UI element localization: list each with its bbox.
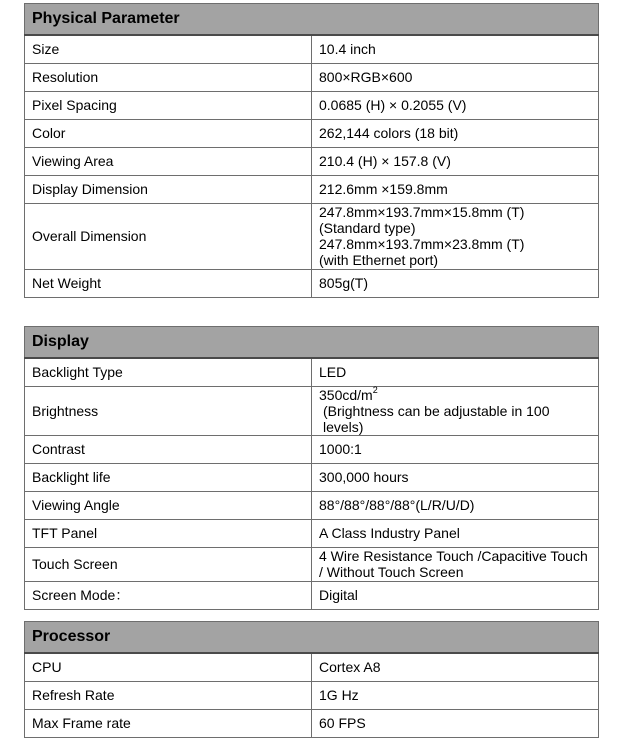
overall-dimension-line: 247.8mm×193.7mm×23.8mm (T) xyxy=(319,236,525,252)
refresh-rate-value: 1G Hz xyxy=(312,681,599,709)
viewing-area-value: 210.4 (H) × 157.8 (V) xyxy=(312,147,599,175)
screen-mode-label: Screen Mode： xyxy=(25,581,312,609)
contrast-value: 1000:1 xyxy=(312,435,599,463)
color-value: 262,144 colors (18 bit) xyxy=(312,119,599,147)
display-header: Display xyxy=(25,327,599,359)
brightness-superscript: 2 xyxy=(372,384,378,395)
backlight-life-label: Backlight life xyxy=(25,463,312,491)
tft-panel-value: A Class Industry Panel xyxy=(312,519,599,547)
cpu-value: Cortex A8 xyxy=(312,653,599,681)
physical-parameter-table xyxy=(24,3,599,298)
display-dimension-value: 212.6mm ×159.8mm xyxy=(312,175,599,203)
size-label: Size xyxy=(25,35,312,63)
overall-dimension-value xyxy=(312,203,599,269)
processor-table xyxy=(24,621,599,738)
net-weight-value: 805g(T) xyxy=(312,269,599,297)
backlight-life-value: 300,000 hours xyxy=(312,463,599,491)
touch-screen-line: / Without Touch Screen xyxy=(319,564,464,580)
brightness-main: 350cd/m xyxy=(319,386,373,403)
max-frame-rate-value: 60 FPS xyxy=(312,709,599,737)
brightness-note: (Brightness can be adjustable in 100 levels) xyxy=(323,402,550,435)
overall-dimension-line: 247.8mm×193.7mm×15.8mm (T) xyxy=(319,204,525,220)
physical-parameter-header: Physical Parameter xyxy=(25,4,599,36)
pixel-spacing-label: Pixel Spacing xyxy=(25,91,312,119)
resolution-label: Resolution xyxy=(25,63,312,91)
touch-screen-line: 4 Wire Resistance Touch /Capacitive Touch xyxy=(319,548,588,564)
refresh-rate-label: Refresh Rate xyxy=(25,681,312,709)
backlight-type-value: LED xyxy=(312,358,599,386)
viewing-angle-label: Viewing Angle xyxy=(25,491,312,519)
processor-header: Processor xyxy=(25,622,599,654)
viewing-area-label: Viewing Area xyxy=(25,147,312,175)
touch-screen-value xyxy=(312,547,599,581)
display-table xyxy=(24,326,599,610)
brightness-value xyxy=(312,386,599,435)
max-frame-rate-label: Max Frame rate xyxy=(25,709,312,737)
pixel-spacing-value: 0.0685 (H) × 0.2055 (V) xyxy=(312,91,599,119)
overall-dimension-line: (with Ethernet port) xyxy=(319,252,439,268)
touch-screen-label: Touch Screen xyxy=(25,547,312,581)
color-label: Color xyxy=(25,119,312,147)
viewing-angle-value: 88°/88°/88°/88°(L/R/U/D) xyxy=(312,491,599,519)
net-weight-label: Net Weight xyxy=(25,269,312,297)
brightness-label: Brightness xyxy=(25,386,312,435)
size-value: 10.4 inch xyxy=(312,35,599,63)
overall-dimension-line: (Standard type) xyxy=(319,220,416,236)
contrast-label: Contrast xyxy=(25,435,312,463)
resolution-value: 800×RGB×600 xyxy=(312,63,599,91)
overall-dimension-label: Overall Dimension xyxy=(25,203,312,269)
screen-mode-value: Digital xyxy=(312,581,599,609)
cpu-label: CPU xyxy=(25,653,312,681)
display-dimension-label: Display Dimension xyxy=(25,175,312,203)
backlight-type-label: Backlight Type xyxy=(25,358,312,386)
tft-panel-label: TFT Panel xyxy=(25,519,312,547)
